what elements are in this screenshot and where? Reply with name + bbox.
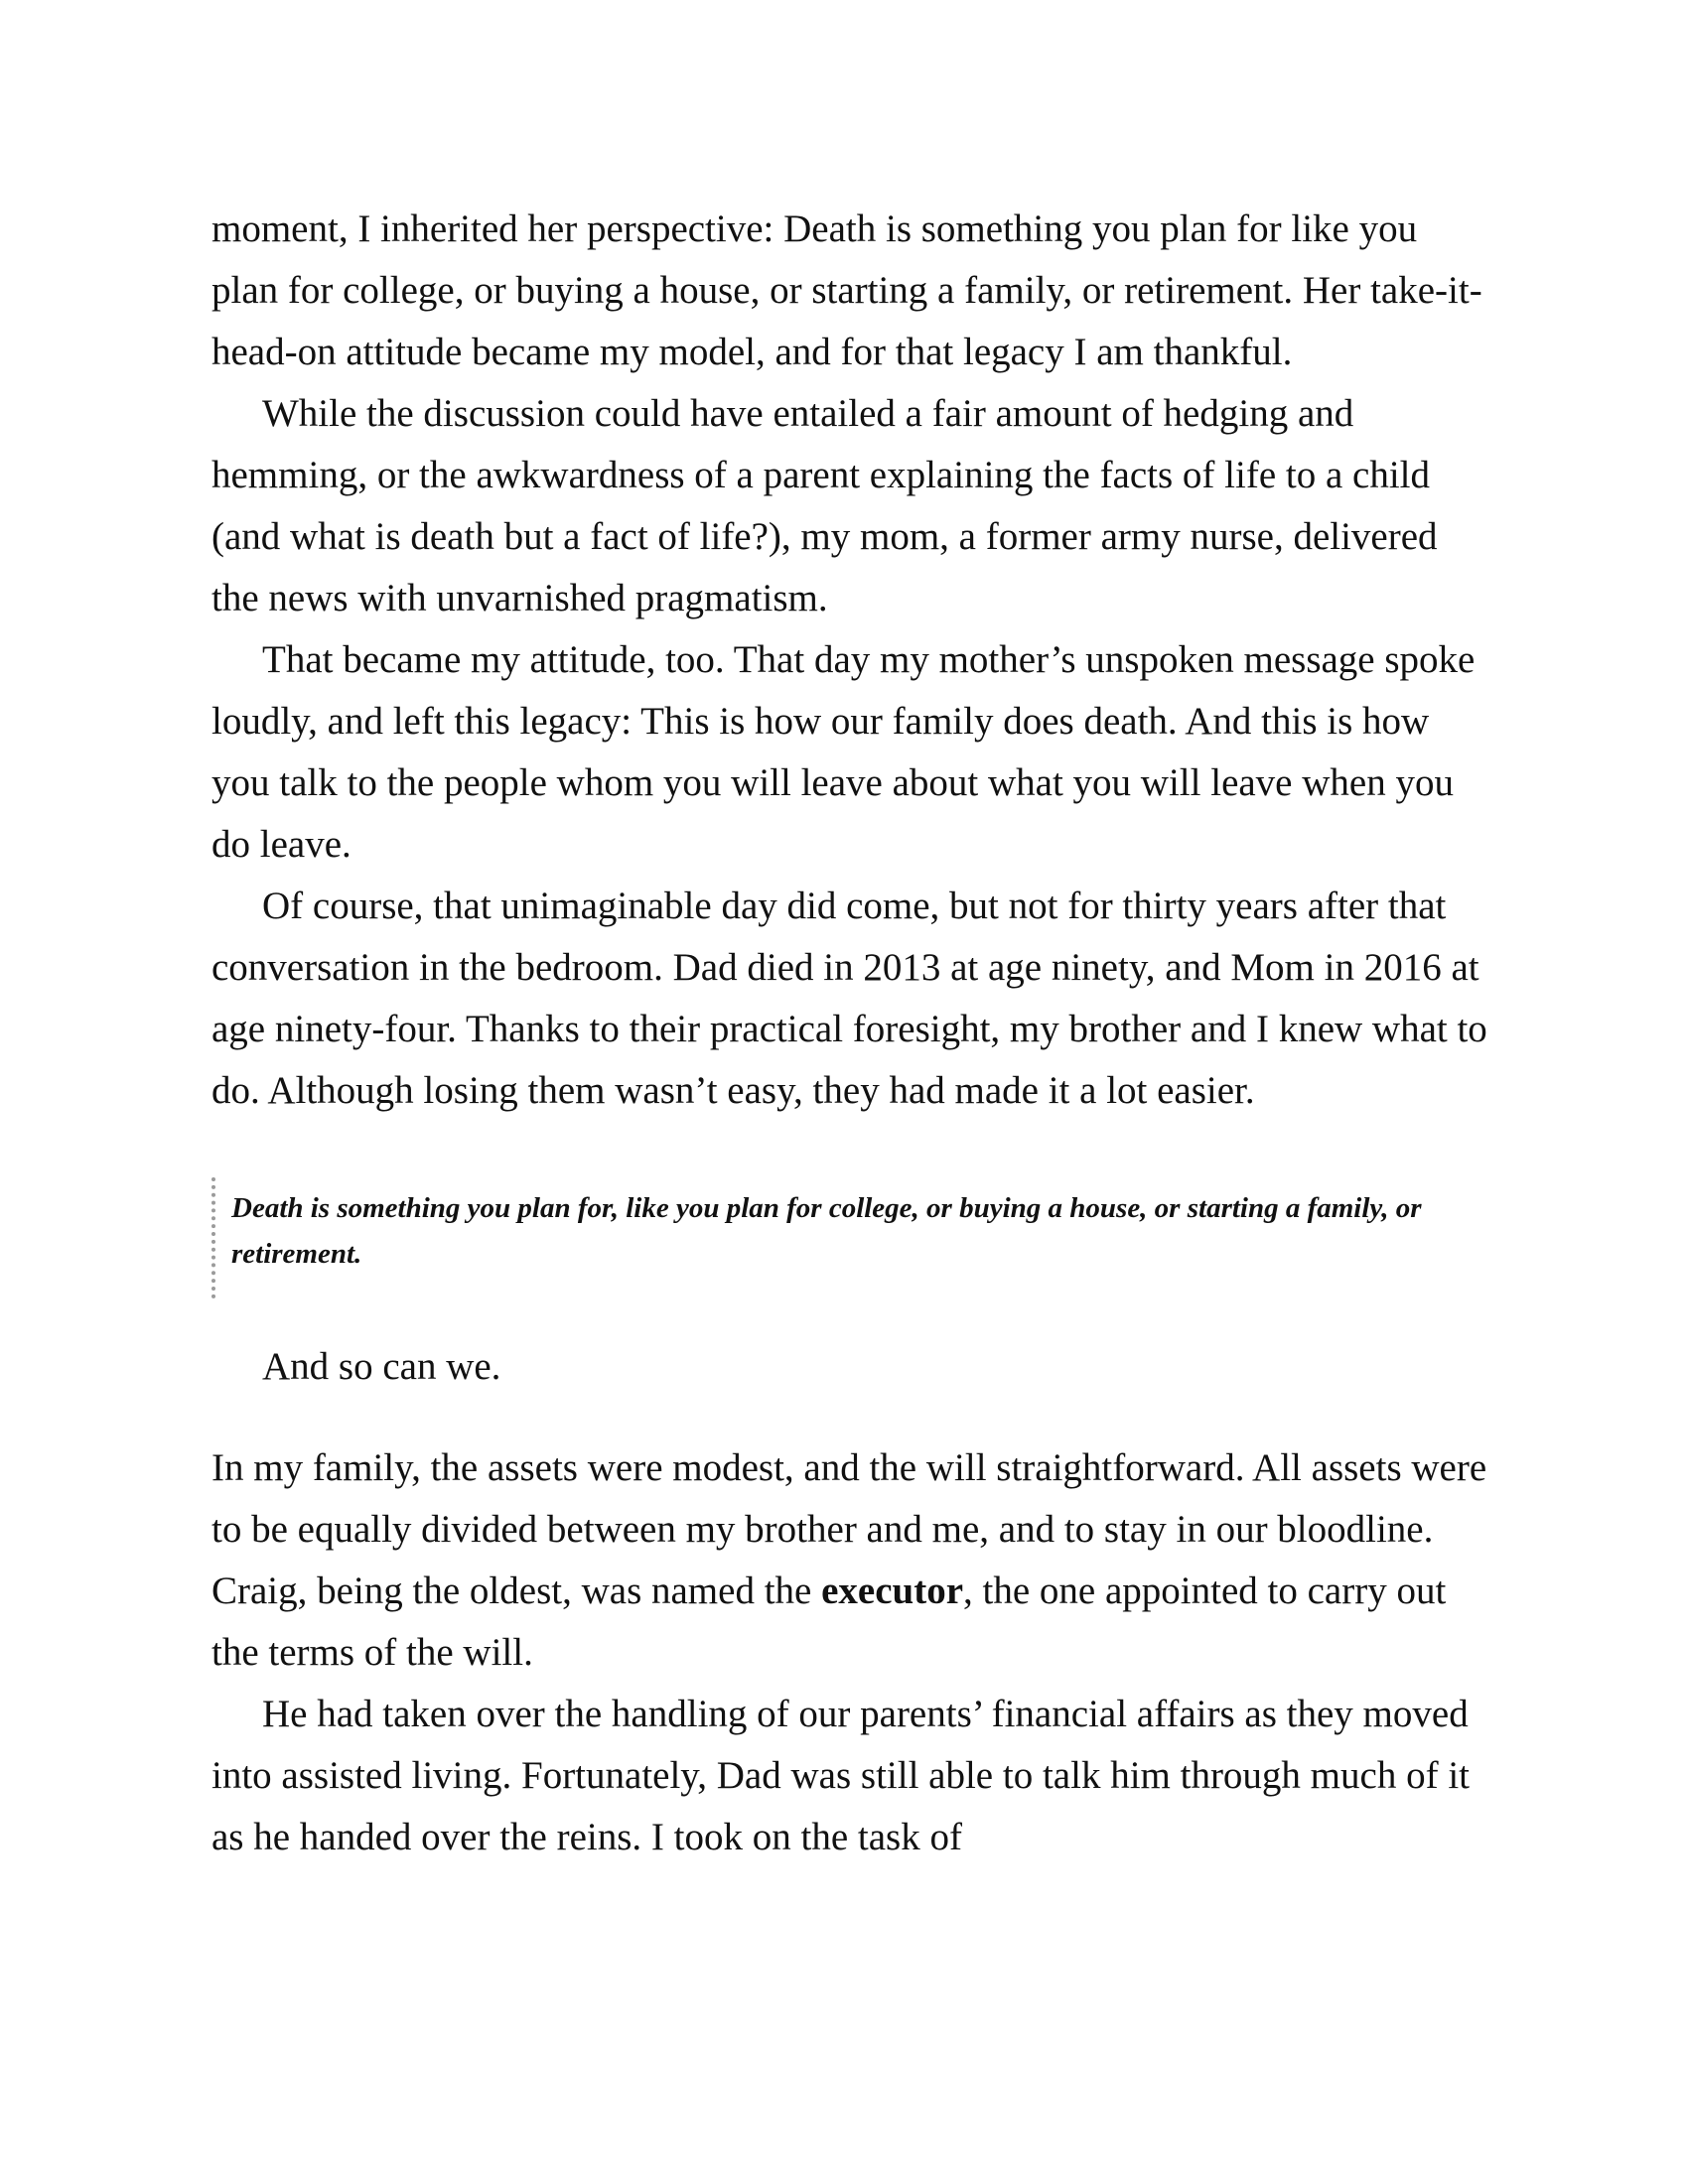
section-break xyxy=(211,1398,1492,1437)
paragraph-5: And so can we. xyxy=(262,1345,501,1388)
pull-quote xyxy=(211,1177,1492,1298)
paragraph-6-start: In my family, the assets were modest, and the will straightforward. All assets were to be equally divided between my brother and me, and to stay in our bloodline. Craig, being the oldest, was named the xyxy=(211,1446,1487,1612)
paragraph-4: Of course, that unimaginable day did come, but not for thirty years after that conversation in the bedroom. Dad died in 2013 at age ninety, and Mom in 2016 at age ninety-four. Thanks to their practical foresight, my brother and I knew what to do. Although losing them wasn’t easy, they had made it a lot easier. xyxy=(211,885,1487,1112)
term-executor: executor xyxy=(821,1570,964,1612)
paragraph-2: While the discussion could have entailed a fair amount of hedging and hemming, or the awkwardness of a parent explaining the facts of life to a child (and what is death but a fact of life?), my mom, a former army nurse, delivered the news with unvarnished pragmatism. xyxy=(211,392,1438,619)
paragraph-7: He had taken over the handling of our parents’ financial affairs as they moved into assisted living. Fortunately, Dad was still able to talk him through much of it as he handed over the reins. I took on the task of xyxy=(211,1693,1470,1858)
paragraph-1: moment, I inherited her perspective: Death is something you plan for like you plan for college, or buying a house, or starting a family, or retirement. Her take-it-head-on attitude became my model, and for that legacy I am thankful. xyxy=(211,207,1482,373)
document-body xyxy=(211,199,1492,1868)
paragraph-3: That became my attitude, too. That day my mother’s unspoken message spoke loudly, and left this legacy: This is how our family does death. And this is how you talk to the people whom you will leave about what you will leave when you do leave. xyxy=(211,638,1476,866)
paragraph-6 xyxy=(211,1437,1492,1684)
pull-quote-text: Death is something you plan for, like you plan for college, or buying a house, or starting a family, or retirement. xyxy=(231,1192,1422,1270)
paragraph-6-end: , the one appointed to carry out the terms of the will. xyxy=(211,1570,1447,1674)
pull-quote-dotted-rule xyxy=(211,1177,215,1298)
